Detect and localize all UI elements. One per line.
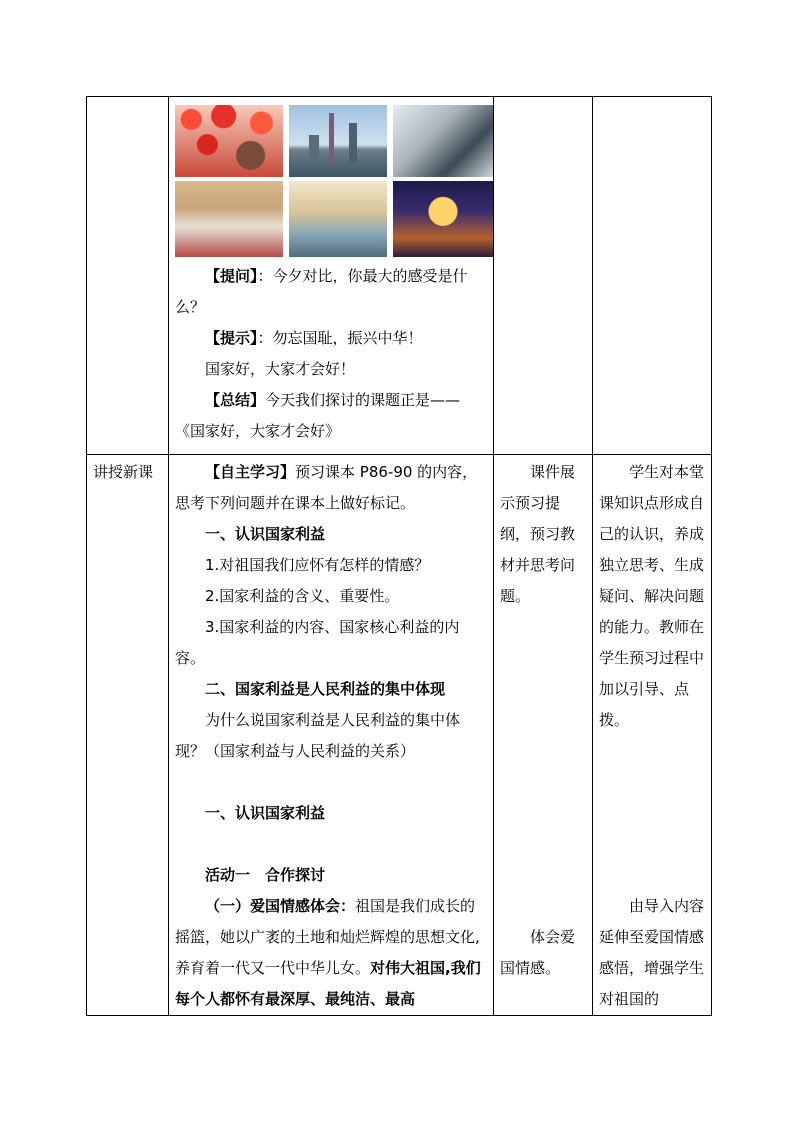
night-street-photo xyxy=(393,181,493,257)
elderly-activity-photo xyxy=(175,181,283,257)
question-paragraph xyxy=(175,261,489,323)
patriotism-text: 祖国是我们成长的摇篮，她以广袤的土地和灿烂辉煌的思想文化,养育着一代又一代中华儿女。 xyxy=(175,897,480,977)
stage-label: 讲授新课 xyxy=(93,463,154,481)
activity-title: 活动一 合作探讨 xyxy=(205,866,326,884)
heading-people-interest: 二、国家利益是人民利益的集中体现 xyxy=(205,680,446,698)
summary-label: 【总结】 xyxy=(205,391,266,409)
summary-text: 今天我们探讨的课题正是——《国家好，大家才会好》 xyxy=(175,391,461,440)
question-3: 3.国家利益的内容、国家核心利益的内容。 xyxy=(175,618,460,667)
question-1: 1.对祖国我们应怀有怎样的情感？ xyxy=(205,556,430,574)
self-study-paragraph xyxy=(175,457,489,519)
design-intent-1: 学生对本堂课知识点形成自己的认识，养成独立思考、生成疑问、解决问题的能力。教师在学生预习过程中加以引导、点拨。 xyxy=(599,463,705,729)
design-intent-cell xyxy=(593,455,712,1016)
self-study-label: 【自主学习】 xyxy=(205,463,296,481)
stage-cell xyxy=(87,97,169,455)
self-study-text: 预习课本 P86-90 的内容，思考下列问题并在课本上做好标记。 xyxy=(175,463,478,512)
patriotism-bold-text: 对伟大祖国,我们每个人都怀有最深厚、最纯洁、最高 xyxy=(175,959,481,1008)
hint-label: 【提示】 xyxy=(205,329,258,347)
summary-paragraph xyxy=(175,385,489,447)
teacher-activity-cell xyxy=(494,455,593,1016)
photo-grid xyxy=(169,97,493,261)
city-skyline-photo xyxy=(289,105,387,177)
hint-line-2: 国家好，大家才会好！ xyxy=(205,360,356,378)
question-text: ：今夕对比，你最大的感受是什么？ xyxy=(175,267,468,316)
table-row xyxy=(87,97,712,455)
hint-text: ：勿忘国耻，振兴中华！ xyxy=(257,329,423,347)
content-cell xyxy=(169,97,494,455)
question-2: 2.国家利益的含义、重要性。 xyxy=(205,587,400,605)
design-intent-2: 由导入内容延伸至爱国情感感悟，增强学生对祖国的 xyxy=(599,897,705,1008)
patriotism-label: （一）爱国情感体会： xyxy=(205,897,356,915)
heading-recognize-interest: 一、认识国家利益 xyxy=(205,525,326,543)
patriotism-paragraph xyxy=(175,891,489,1015)
content-cell xyxy=(169,455,494,1016)
computer-lab-photo xyxy=(393,105,493,177)
design-intent-cell xyxy=(593,97,712,455)
teacher-activity-1: 课件展示预习提纲，预习教材并思考问题。 xyxy=(500,463,576,605)
heading-recognize-interest-2: 一、认识国家利益 xyxy=(205,804,326,822)
stage-cell xyxy=(87,455,169,1016)
teacher-activity-2: 体会爱国情感。 xyxy=(500,928,576,977)
question-4: 为什么说国家利益是人民利益的集中体现？（国家利益与人民利益的关系） xyxy=(175,711,461,760)
red-lanterns-photo xyxy=(175,105,283,177)
question-label: 【提问】 xyxy=(205,267,258,285)
lesson-plan-table xyxy=(86,96,712,1016)
shopping-mall-photo xyxy=(289,181,387,257)
hint-paragraph xyxy=(175,323,489,354)
teacher-activity-cell xyxy=(494,97,593,455)
table-row xyxy=(87,455,712,1016)
